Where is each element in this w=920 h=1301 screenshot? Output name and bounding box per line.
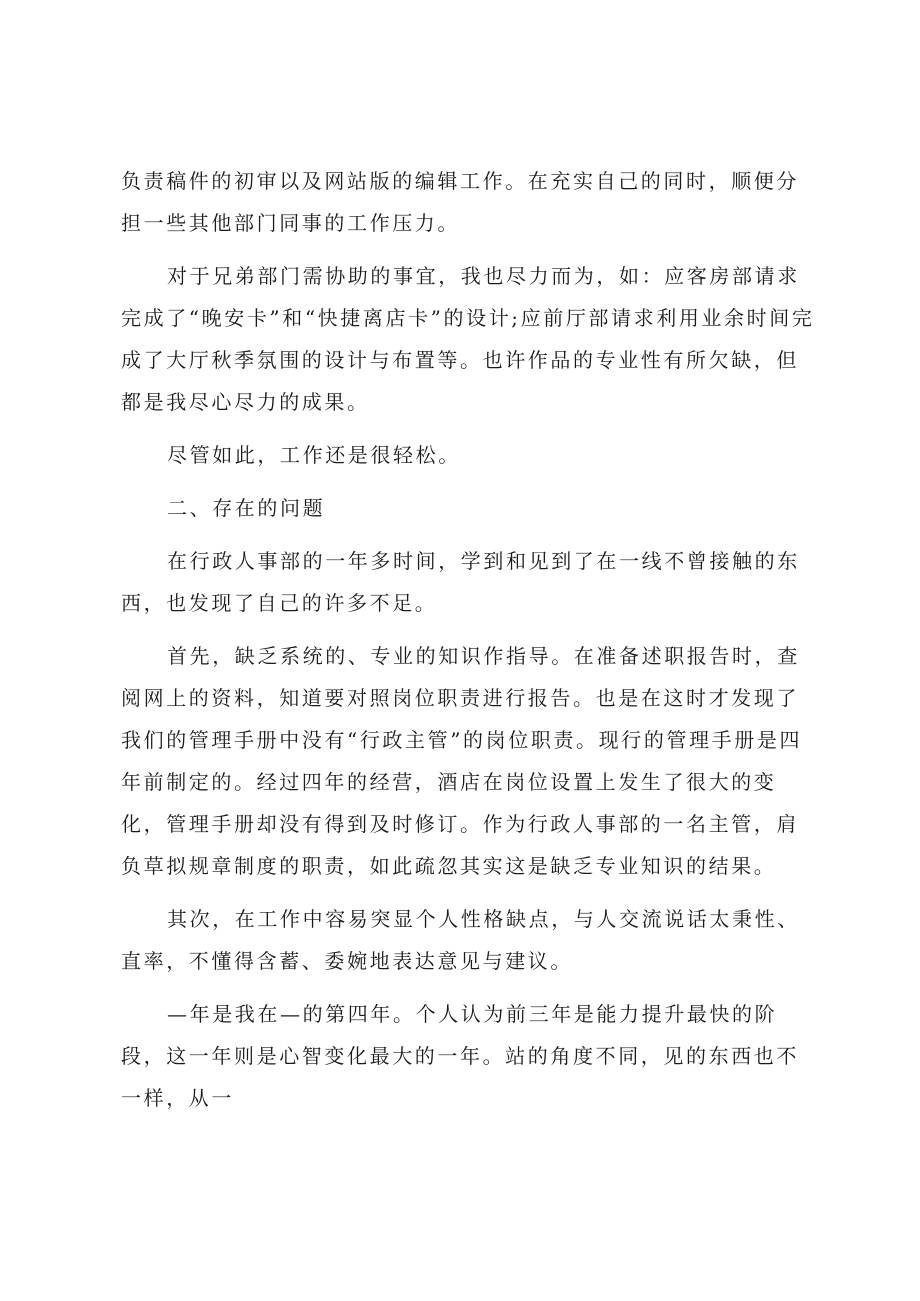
paragraph-first-problem: 首先，缺乏系统的、专业的知识作指导。在准备述职报告时，查阅网上的资料，知道要对照岗位职责进行报告。也是在这时才发现了我们的管理手册中没有“行政主管”的岗位职责。现行的管理手册是四年前制定的。经过四年的经营，酒店在岗位设置上发生了很大的变化，管理手册却没有得到及时修订。作为行政人事部的一名主管，肩负草拟规章制度的职责，如此疏忽其实这是缺乏专业知识的结果。 bbox=[121, 644, 803, 878]
document-body bbox=[121, 160, 821, 1130]
paragraph-shortcomings-intro: 在行政人事部的一年多时间，学到和见到了在一线不曾接触的东西，也发现了自己的许多不足。 bbox=[121, 549, 800, 615]
paragraph-summary: 尽管如此，工作还是很轻松。 bbox=[167, 443, 461, 467]
paragraph-cooperation: 对于兄弟部门需协助的事宜，我也尽力而为，如：应客房部请求完成了“晚安卡”和“快捷离店卡”的设计;应前厅部请求利用业余时间完成了大厅秋季氛围的设计与布置等。也许作品的专业性有所欠缺，但都是我尽心尽力的成果。 bbox=[121, 264, 815, 414]
section-heading-problems: 二、存在的问题 bbox=[167, 496, 326, 520]
paragraph-fourth-year: —年是我在—的第四年。个人认为前三年是能力提升最快的阶段，这一年则是心智变化最大的一年。站的角度不同，见的东西也不一样，从一 bbox=[121, 1002, 799, 1110]
paragraph-continuation: 负责稿件的初审以及网站版的编辑工作。在充实自己的同时，顺便分担一些其他部门同事的工作压力。 bbox=[121, 169, 799, 235]
paragraph-second-problem: 其次，在工作中容易突显个人性格缺点，与人交流说话太秉性、直率，不懂得含蓄、委婉地表达意见与建议。 bbox=[121, 907, 800, 973]
